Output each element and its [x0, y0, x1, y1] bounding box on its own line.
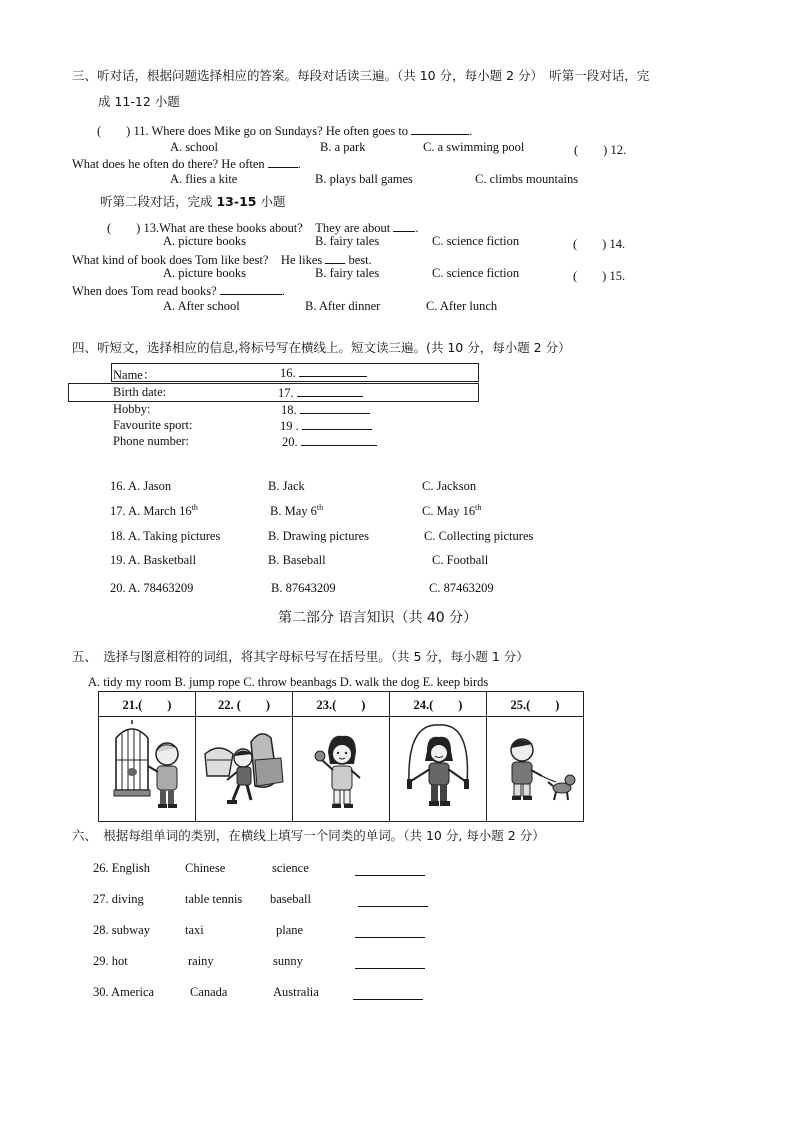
q30-word3: Australia	[273, 985, 319, 999]
q20-option-c: C. 87463209	[429, 581, 494, 595]
section3-part2-label: 听第二段对话，完成 13-15 小题	[100, 194, 286, 209]
q12-option-c: C. climbs mountains	[475, 172, 579, 186]
q30-answer-blank[interactable]	[353, 988, 423, 1000]
q19-option-a: 19. A. Basketball	[110, 553, 197, 567]
q17-option-b: B. May 6th	[270, 503, 324, 519]
answer-blank[interactable]	[268, 156, 298, 168]
section3-heading-line1: 三、听对话，根据问题选择相应的答案。每段对话读三遍。（共 10 分，每小题 2 分） 听第一段对话，完	[72, 68, 650, 83]
q11-stem: 11. Where does Mike go on Sundays? He often goes to	[133, 124, 409, 138]
q16-option-b: B. Jack	[268, 479, 305, 493]
form-field-19: 19 .	[280, 418, 372, 434]
cell-22[interactable]: 22. ( )	[196, 692, 293, 717]
q12-option-a: A. flies a kite	[170, 172, 238, 186]
q13-stem: 13.What are these books about? They are about	[143, 221, 391, 235]
q19-option-c: C. Football	[432, 553, 489, 567]
section6-heading: 六、 根据每组单词的类别，在横线上填写一个同类的单词。（共 10 分, 每小题 2 分）	[72, 828, 545, 843]
answer-blank[interactable]	[299, 365, 367, 377]
q27-word3: baseball	[270, 892, 311, 906]
q29-word2: rainy	[188, 954, 214, 968]
q18-option-b: B. Drawing pictures	[268, 529, 370, 543]
q26-answer-blank[interactable]	[355, 864, 425, 876]
section4-heading: 四、听短文，选择相应的信息,将标号写在横线上。短文读三遍。(共 10 分，每小题 2 分）	[72, 340, 571, 355]
cell-24[interactable]: 24.( )	[390, 692, 487, 717]
part2-title: 第二部分 语言知识（共 40 分）	[278, 610, 478, 626]
q30-word1: 30. America	[93, 985, 155, 999]
q26-word1: 26. English	[93, 861, 150, 875]
q17-option-a: 17. A. March 16th	[110, 503, 198, 519]
q16-option-a: 16. A. Jason	[110, 479, 172, 493]
answer-blank[interactable]	[393, 220, 415, 232]
section3-heading-line2: 成 11-12 小题	[98, 94, 180, 109]
q15-option-c: C. After lunch	[426, 299, 498, 313]
q14-option-a: A. picture books	[163, 266, 246, 280]
q26-word2: Chinese	[185, 861, 226, 875]
q14-option-c: C. science fiction	[432, 266, 520, 280]
q30-word2: Canada	[190, 985, 228, 999]
answer-blank[interactable]	[300, 402, 370, 414]
picture-cell-25	[487, 717, 584, 822]
q14-option-b: B. fairy tales	[315, 266, 380, 280]
q12-stem: What does he often do there? He often	[72, 157, 265, 171]
picture-cell-21	[99, 717, 196, 822]
picture-cell-22	[196, 717, 293, 822]
form-field-18: 18.	[281, 402, 370, 418]
q28-word3: plane	[276, 923, 304, 937]
form-field-20: 20.	[282, 434, 377, 450]
q28-answer-blank[interactable]	[355, 926, 425, 938]
answer-blank[interactable]	[297, 385, 363, 397]
q15-option-b: B. After dinner	[305, 299, 381, 313]
q12-option-b: B. plays ball games	[315, 172, 413, 186]
boy-tidying-room-icon	[199, 720, 289, 815]
q13-option-c: C. science fiction	[432, 234, 520, 248]
cell-25[interactable]: 25.( )	[487, 692, 584, 717]
girl-jumping-rope-icon	[393, 717, 483, 817]
q11-option-a: A. school	[170, 140, 218, 154]
q19-option-b: B. Baseball	[268, 553, 326, 567]
q28-word2: taxi	[185, 923, 204, 937]
form-label-birthdate: Birth date:	[113, 385, 167, 399]
cell-21[interactable]: 21.( )	[99, 692, 196, 717]
answer-blank[interactable]	[411, 123, 469, 135]
form-label-hobby: Hobby:	[113, 402, 151, 416]
picture-cell-23	[293, 717, 390, 822]
q28-word1: 28. subway	[93, 923, 150, 937]
picture-cell-24	[390, 717, 487, 822]
q27-word2: table tennis	[185, 892, 243, 906]
q18-option-a: 18. A. Taking pictures	[110, 529, 221, 543]
q20-option-a: 20. A. 78463209	[110, 581, 194, 595]
q18-option-c: C. Collecting pictures	[424, 529, 534, 543]
q11-line: ( ) 11. Where does Mike go on Sundays? He often goes to .	[97, 124, 473, 138]
q16-option-c: C. Jackson	[422, 479, 477, 493]
boy-walking-dog-icon	[490, 720, 580, 815]
picture-table	[98, 691, 584, 822]
q12-line: What does he often do there? He often .	[72, 157, 301, 171]
answer-blank[interactable]	[302, 418, 372, 430]
answer-blank[interactable]	[301, 434, 377, 446]
form-field-17: 17.	[278, 385, 363, 401]
q15-option-a: A. After school	[163, 299, 240, 313]
answer-paren[interactable]: ( )	[97, 124, 131, 138]
q13-option-a: A. picture books	[163, 234, 246, 248]
q29-word1: 29. hot	[93, 954, 128, 968]
q15-paren[interactable]: ( ) 15.	[573, 269, 626, 283]
birdcage-boy-icon	[102, 720, 192, 815]
q11-option-c: C. a swimming pool	[423, 140, 525, 154]
q15-line: When does Tom read books? .	[72, 284, 285, 298]
q13-line: ( ) 13.What are these books about? They are about .	[107, 221, 419, 235]
section5-heading: 五、 选择与图意相符的词组，将其字母标号写在括号里。（共 5 分，每小题 1 分）	[72, 649, 529, 664]
q27-word1: 27. diving	[93, 892, 144, 906]
q13-option-b: B. fairy tales	[315, 234, 380, 248]
section5-options: A. tidy my room B. jump rope C. throw beanbags D. walk the dog E. keep birds	[88, 675, 489, 689]
cell-23[interactable]: 23.( )	[293, 692, 390, 717]
q29-answer-blank[interactable]	[355, 957, 425, 969]
q29-word3: sunny	[273, 954, 303, 968]
girl-throwing-beanbag-icon	[296, 720, 386, 815]
q14-paren[interactable]: ( ) 14.	[573, 237, 626, 251]
answer-blank[interactable]	[325, 252, 345, 264]
form-label-sport: Favourite sport:	[113, 418, 193, 432]
form-label-name: Name：	[113, 368, 156, 382]
q14-line: What kind of book does Tom like best? He likes best.	[72, 253, 372, 267]
q20-option-b: B. 87643209	[271, 581, 336, 595]
form-field-16: 16.	[280, 365, 367, 381]
q15-stem: When does Tom read books?	[72, 284, 217, 298]
q17-option-c: C. May 16th	[422, 503, 482, 519]
q14-stem: What kind of book does Tom like best? He likes	[72, 253, 323, 267]
answer-blank[interactable]	[220, 283, 282, 295]
form-label-phone: Phone number:	[113, 434, 190, 448]
q11-option-b: B. a park	[320, 140, 366, 154]
q27-answer-blank[interactable]	[358, 895, 428, 907]
answer-paren[interactable]: ( )	[107, 221, 141, 235]
q12-paren[interactable]: ( ) 12.	[574, 143, 627, 157]
q26-word3: science	[272, 861, 309, 875]
